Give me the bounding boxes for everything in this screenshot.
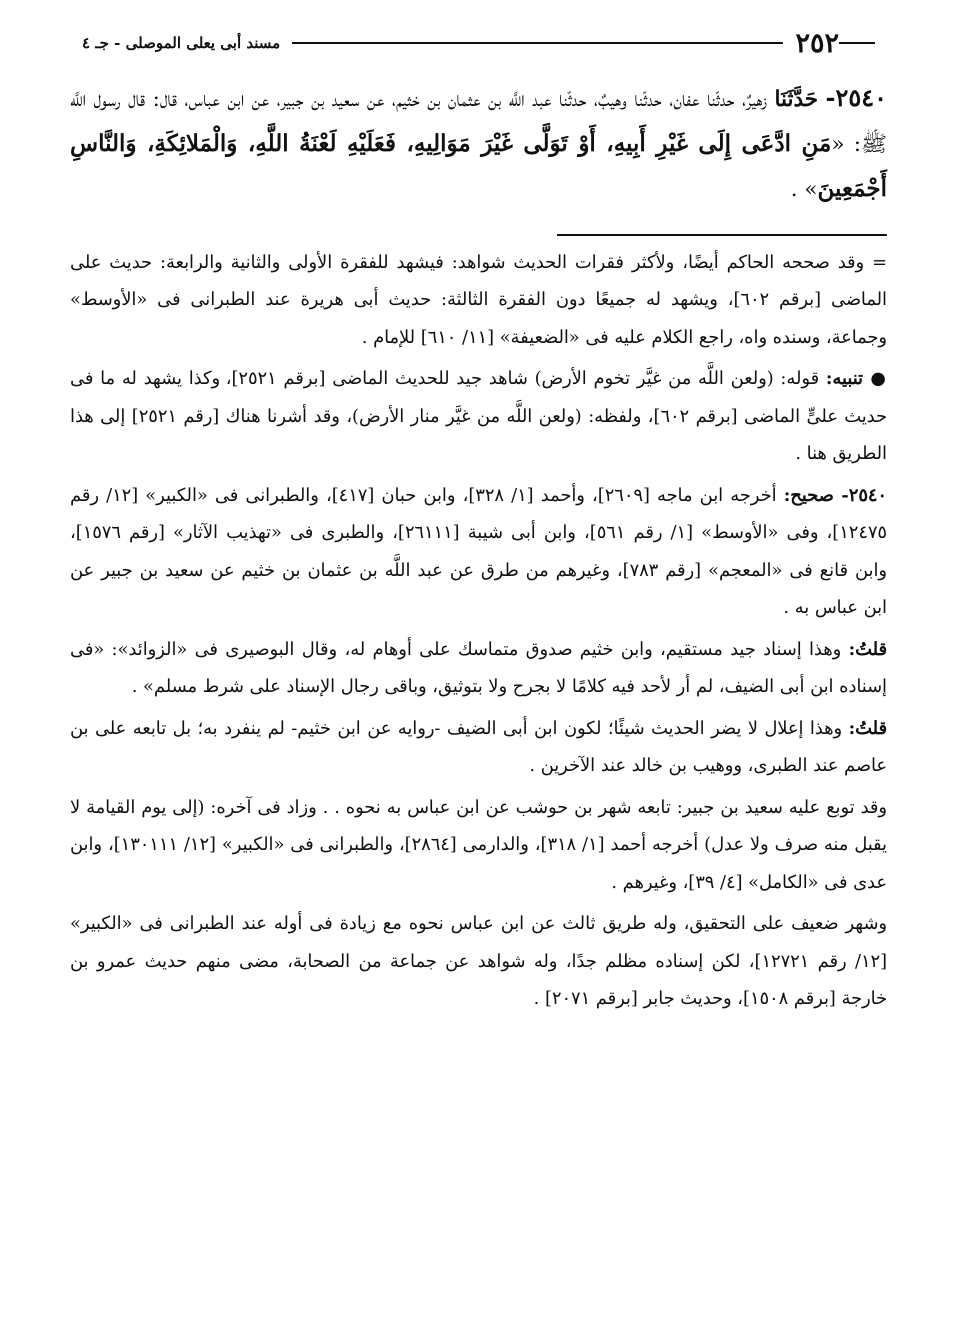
footnote-text: وهذا إسناد جيد مستقيم، وابن خثيم صدوق متماسك على أوهام له، وقال البوصيرى فى «الزوائد»: «فى إسناده ابن أبى الضيف، لم أر لأحد فيه كلامًا لا بجرح ولا بتوثيق، وباقى رجال الإسناد على شرط مسلم» . (70, 638, 887, 697)
footnote-text: وشهر ضعيف على التحقيق، وله طريق ثالث عن ابن عباس نحوه مع زيادة فى أوله عند الطبرانى فى «الكبير» [١٢/ رقم ١٢٧٢١]، لكن إسناده مظلم جدًا، وله شواهد عن جماعة من الصحابة، مضى منهم حديث عمرو بن خارجة [برقم ١٥٠٨]، وحديث جابر [برقم ٢٠٧١] . (70, 913, 887, 1009)
header-rule (292, 42, 783, 44)
footnote-separator (557, 234, 887, 236)
footnote-paragraph (70, 905, 887, 1018)
footnote-text: وقد صححه الحاكم أيضًا، ولأكثر فقرات الحديث شواهد: فيشهد للفقرة الأولى والثانية والرابعة: حديث على الماضى [برقم ٦٠٢]، ويشهد له جميعًا دون الفقرة الثالثة: حديث أبى هريرة عند الطبرانى فى «الأوسط» وجماعة، وسنده واه، راجع الكلام عليه فى «الضعيفة» [١١/ ٦١٠] للإمام . (70, 251, 887, 348)
running-header (70, 28, 887, 58)
bullet-icon: ● (870, 368, 887, 389)
footnote-paragraph (70, 244, 887, 357)
footnote-paragraph (70, 789, 887, 902)
footnote-text: وقد توبع عليه سعيد بن جبير: تابعه شهر بن حوشب عن ابن عباس به نحوه . . وزاد فى آخره: (إلى يوم القيامة لا يقبل منه صرف ولا عدل) أخرجه أحمد [١/ ٣١٨]، والدارمى [٢٨٦٤]، والطبرانى فى «الكبير» [١٢/ ١٣٠١١١]، وابن عدى فى «الكامل» [٤/ ٣٩]، وغيرهم . (70, 796, 888, 893)
hadith-closing: » . (790, 177, 818, 202)
running-title: مسند أبى يعلى الموصلى - جـ ٤ (82, 34, 281, 52)
footnote-label: تنبيه: (825, 368, 871, 389)
footnote-text: قوله: (ولعن اللَّه من غيَّر تخوم الأرض) شاهد جيد للحديث الماضى [برقم ٢٥٢١]، وكذا يشهد له ما فى حديث علىٍّ الماضى [برقم ٦٠٢]، ولفظه: (ولعن اللَّه من غيَّر منار الأرض)، وقد أشرنا هناك [رقم ٢٥٢١] إلى هذا الطريق هنا . (70, 368, 888, 464)
footnote-paragraph (70, 710, 887, 785)
hadith-number: ٢٥٤٠- (825, 83, 887, 112)
footnote-paragraph (70, 631, 887, 706)
footnote-label: قلتُ: (848, 717, 887, 739)
header-rule-start (839, 42, 875, 44)
hadith-opening: حَدَّثَنَا (774, 87, 819, 112)
footnote-label: قلتُ: (848, 638, 887, 660)
footnote-paragraph (70, 360, 887, 473)
hadith-matn: مَنِ ادَّعَى إِلَى غَيْرِ أَبِيهِ، أَوْ تَوَلَّى غَيْرَ مَوَالِيهِ، فَعَلَيْهِ لَعْنَةُ اللَّهِ، وَالْمَلائِكَةِ، وَالنَّاسِ أَجْمَعِينَ (70, 130, 887, 202)
footnote-text: وهذا إعلال لا يضر الحديث شيئًا؛ لكون ابن أبى الضيف -روايه عن ابن خثيم- لم ينفرد به؛ بل تابعه على بن عاصم عند الطبرى، ووهيب بن خالد عند الآخرين . (70, 717, 887, 776)
page-number: ٢٥٢ (795, 27, 839, 59)
footnote-text: أخرجه ابن ماجه [٢٦٠٩]، وأحمد [١/ ٣٢٨]، وابن حبان [٤١٧]، والطبرانى فى «الكبير» [١٢/ رقم ١٢٤٧٥]، وفى «الأوسط» [١/ رقم ٥٦١]، وابن أبى شيبة [٢٦١١١]، والطبرى فى «تهذيب الآثار» [رقم ١٥٧٦]، وابن قانع فى «المعجم» [رقم ٧٨٣]، وغيرهم من طرق عن عبد اللَّه بن عثمان بن خثيم عن سعيد بن جبير عن ابن عباس به . (70, 484, 887, 618)
footnote-paragraph (70, 477, 887, 627)
hadith-text (70, 76, 887, 212)
hadith-isnad: زهيرٌ، حدثّنا عفان، حدثّنا وهيبٌ، حدثّنا عبد اللَّه بن عثمان بن خثيم، عن سعيد بن جبير، عن ابن عباس، قال: قال رسول اللَّه ﷺ: « (70, 87, 887, 157)
continuation-marker: = (872, 251, 887, 273)
footnote-label: ٢٥٤٠- صحيح: (783, 484, 887, 506)
